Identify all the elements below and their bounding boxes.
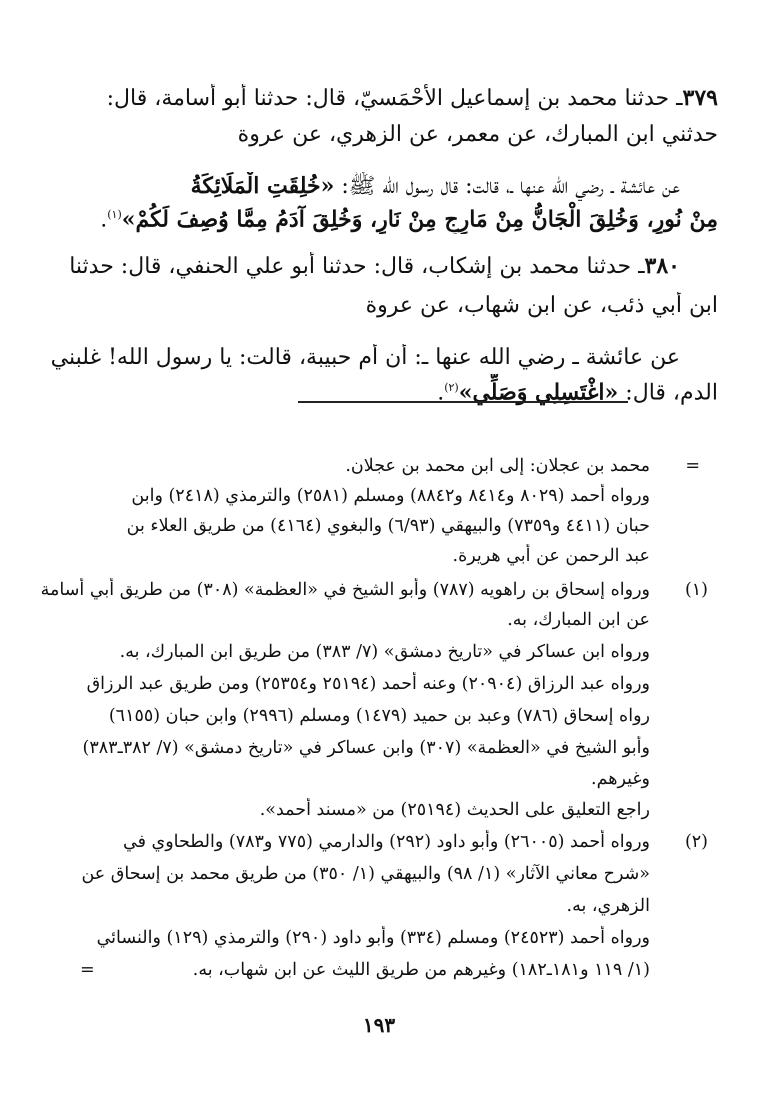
hadith-number: ٣٧٩ [682, 85, 718, 111]
footnote-line: رواه إسحاق (٧٨٦) وعبد بن حميد (١٤٧٩) ومسلم (٢٩٩٦) وابن حبان (٦١٥٥) [108, 706, 650, 726]
hadith-text: ـ حدثنا محمد بن إسماعيل الأَحْمَسيّ، قال: حدثنا أبو أسامة، قال: [106, 86, 683, 111]
footnote-line: ورواه ابن عساكر في «تاريخ دمشق» (٧/ ٣٨٣) من طريق ابن المبارك، به. [119, 642, 650, 662]
prophetic-quote: «خُلِقَتِ الْمَلَائِكَةُ [190, 173, 335, 199]
footnote-line: «شرح معاني الآثار» (١/ ٩٨) والبيهقي (١/ ٣٥٠) من طريق محمد بن إسحاق عن [81, 864, 650, 884]
footnote-line: وغيرهم. [591, 769, 650, 789]
hadith-text: عن عائشة ـ رضي الله عنها ـ، قالت: قال رسول الله ﷺ: [341, 174, 680, 199]
footnote-line: الزهري، به. [566, 896, 650, 916]
footnote-line: راجع التعليق على الحديث (٢٥١٩٤) من «مسند أحمد». [259, 800, 650, 820]
footnote-line: (١/ ١١٩ و١٨١ـ١٨٢) وغيرهم من طريق الليث عن ابن شهاب، به. [192, 960, 650, 980]
hadith-380-line-2: ابن أبي ذئب، عن ابن شهاب، عن عروة [365, 293, 718, 318]
hadith-379-line-3 [30, 172, 680, 201]
footnote-ref[interactable]: (٢) [444, 381, 459, 394]
footnote-line: عبد الرحمن عن أبي هريرة. [452, 546, 650, 566]
footnote-line: ورواه أحمد (٨٠٢٩ و٨٤١٤ و٨٨٤٢) ومسلم (٢٥٨١) والترمذي (٢٤١٨) وابن [131, 486, 650, 506]
hadith-379-line-2: حدثني ابن المبارك، عن معمر، عن الزهري، عن عروة [237, 122, 718, 147]
footnote-marker-1: (١) [684, 580, 708, 600]
page-number: ١٩٣ [362, 1013, 396, 1037]
footnote-line: محمد بن عجلان: إلى ابن محمد بن عجلان. [345, 456, 650, 476]
hadith-380-line-3: عن عائشة ـ رضي الله عنها ـ: أن أم حبيبة، قالت: يا رسول الله! غلبني [50, 345, 680, 370]
hadith-379-line-1 [30, 84, 718, 113]
continuation-mark: = [80, 960, 95, 980]
footnote-line: حبان (٤٤١١ و٧٣٥٩) والبيهقي (٦/٩٣) والبغوي (٤١٦٤) من طريق العلاء بن [126, 516, 650, 536]
hadith-text: ـ حدثنا محمد بن إشكاب، قال: حدثنا أبو علي الحنفي، قال: حدثنا [69, 254, 645, 279]
prophetic-quote: مِنْ نُورٍ، وَخُلِقَ الْجَانُّ مِنْ مَارِجٍ مِنْ نَارٍ، وَخُلِقَ آدَمُ مِمَّا وُصِفَ لَكُمْ» [121, 206, 718, 233]
footnote-line: ورواه عبد الرزاق (٢٠٩٠٤) وعنه أحمد (٢٥١٩٤ و٢٥٣٥٤) ومن طريق عبد الرزاق [86, 674, 650, 694]
prophetic-quote: «اغْتَسِلِي وَصَلِّي» [458, 379, 619, 406]
footnote-ref[interactable]: (١) [107, 208, 122, 221]
footnote-marker-2: (٢) [684, 832, 708, 852]
footnote-line: ورواه أحمد (٢٦٠٠٥) وأبو داود (٢٩٢) والدارمي (٧٧٥ و٧٨٣) والطحاوي في [123, 832, 650, 852]
footnote-divider [298, 401, 628, 403]
hadith-379-line-4 [30, 201, 718, 234]
footnote-line: ورواه أحمد (٢٤٥٢٣) ومسلم (٣٣٤) وأبو داود (٢٩٠) والترمذي (١٢٩) والنسائي [96, 928, 650, 948]
footnote-line: ورواه إسحاق بن راهويه (٧٨٧) وأبو الشيخ في «العظمة» (٣٠٨) من طريق أبي أسامة [40, 580, 650, 600]
footnote-line: وأبو الشيخ في «العظمة» (٣٠٧) وابن عساكر في «تاريخ دمشق» (٧/ ٣٨٢ـ٣٨٣) [82, 738, 650, 758]
continuation-mark: = [685, 456, 700, 476]
period: . [100, 207, 108, 233]
hadith-text: الدم، قال: [625, 380, 718, 406]
footnote-line: عن ابن المبارك، به. [507, 610, 650, 630]
hadith-number: ٣٨٠ [644, 253, 680, 279]
period: . [437, 380, 445, 406]
hadith-380-line-1 [30, 252, 680, 281]
